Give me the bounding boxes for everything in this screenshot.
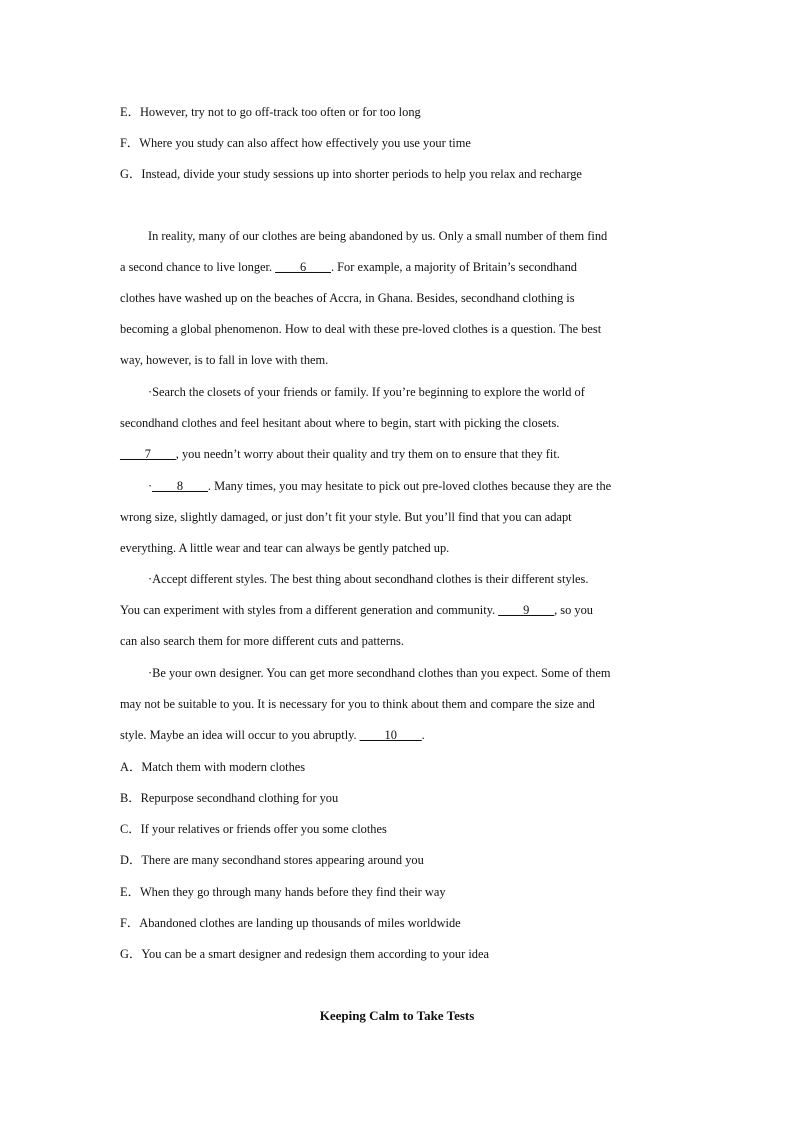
option-a: A．Match them with modern clothes: [120, 760, 306, 774]
paragraph-line: may not be suitable to you. It is necessary for you to think about them and compare the size and: [120, 697, 595, 711]
paragraph-line: In reality, many of our clothes are being abandoned by us. Only a small number of them find: [148, 229, 608, 243]
paragraph-line: style. Maybe an idea will occur to you abruptly. ____10____.: [120, 728, 425, 742]
paragraph-line: secondhand clothes and feel hesitant about where to begin, start with picking the closets.: [120, 416, 560, 430]
paragraph-line: a second chance to live longer. ____6____. For example, a majority of Britain’s secondhand: [120, 260, 577, 274]
option-b: B．Repurpose secondhand clothing for you: [120, 791, 339, 805]
blank-10: ____10____: [359, 728, 422, 742]
section-title: Keeping Calm to Take Tests: [319, 1008, 475, 1023]
paragraph-line: ·____8____. Many times, you may hesitate to pick out pre-loved clothes because they are the: [148, 479, 612, 493]
blank-7: ____7____: [120, 447, 176, 461]
paragraph-line: clothes have washed up on the beaches of Accra, in Ghana. Besides, secondhand clothing is: [120, 291, 575, 305]
paragraph-line: ____7____, you needn’t worry about their quality and try them on to ensure that they fit.: [120, 447, 560, 461]
option-e: E．When they go through many hands before they find their way: [120, 885, 446, 899]
paragraph-line: everything. A little wear and tear can always be gently patched up.: [120, 541, 450, 555]
paragraph-line: ·Be your own designer. You can get more secondhand clothes than you expect. Some of them: [148, 666, 611, 680]
option-g: G．You can be a smart designer and redesign them according to your idea: [120, 947, 489, 961]
paragraph-line: ·Search the closets of your friends or family. If you’re beginning to explore the world of: [148, 385, 585, 399]
blank-6: ____6____: [275, 260, 331, 274]
paragraph-line: way, however, is to fall in love with them.: [120, 353, 329, 367]
paragraph-line: ·Accept different styles. The best thing about secondhand clothes is their different styles.: [148, 572, 589, 586]
paragraph-line: wrong size, slightly damaged, or just don’t fit your style. But you’ll find that you can adapt: [120, 510, 572, 524]
option-e-top: E．However, try not to go off-track too often or for too long: [120, 105, 421, 119]
paragraph-line: can also search them for more different cuts and patterns.: [120, 634, 404, 648]
blank-8: ____8____: [152, 479, 208, 493]
option-g-top: G．Instead, divide your study sessions up into shorter periods to help you relax and recharge: [120, 167, 582, 181]
option-c: C．If your relatives or friends offer you some clothes: [120, 822, 387, 836]
paragraph-line: You can experiment with styles from a different generation and community. ____9____, so you: [120, 603, 593, 617]
option-d: D．There are many secondhand stores appearing around you: [120, 853, 424, 867]
option-f: F．Abandoned clothes are landing up thousands of miles worldwide: [120, 916, 461, 930]
blank-9: ____9____: [498, 603, 555, 617]
paragraph-line: becoming a global phenomenon. How to deal with these pre-loved clothes is a question. The best: [120, 322, 602, 336]
option-f-top: F．Where you study can also affect how effectively you use your time: [120, 136, 471, 150]
